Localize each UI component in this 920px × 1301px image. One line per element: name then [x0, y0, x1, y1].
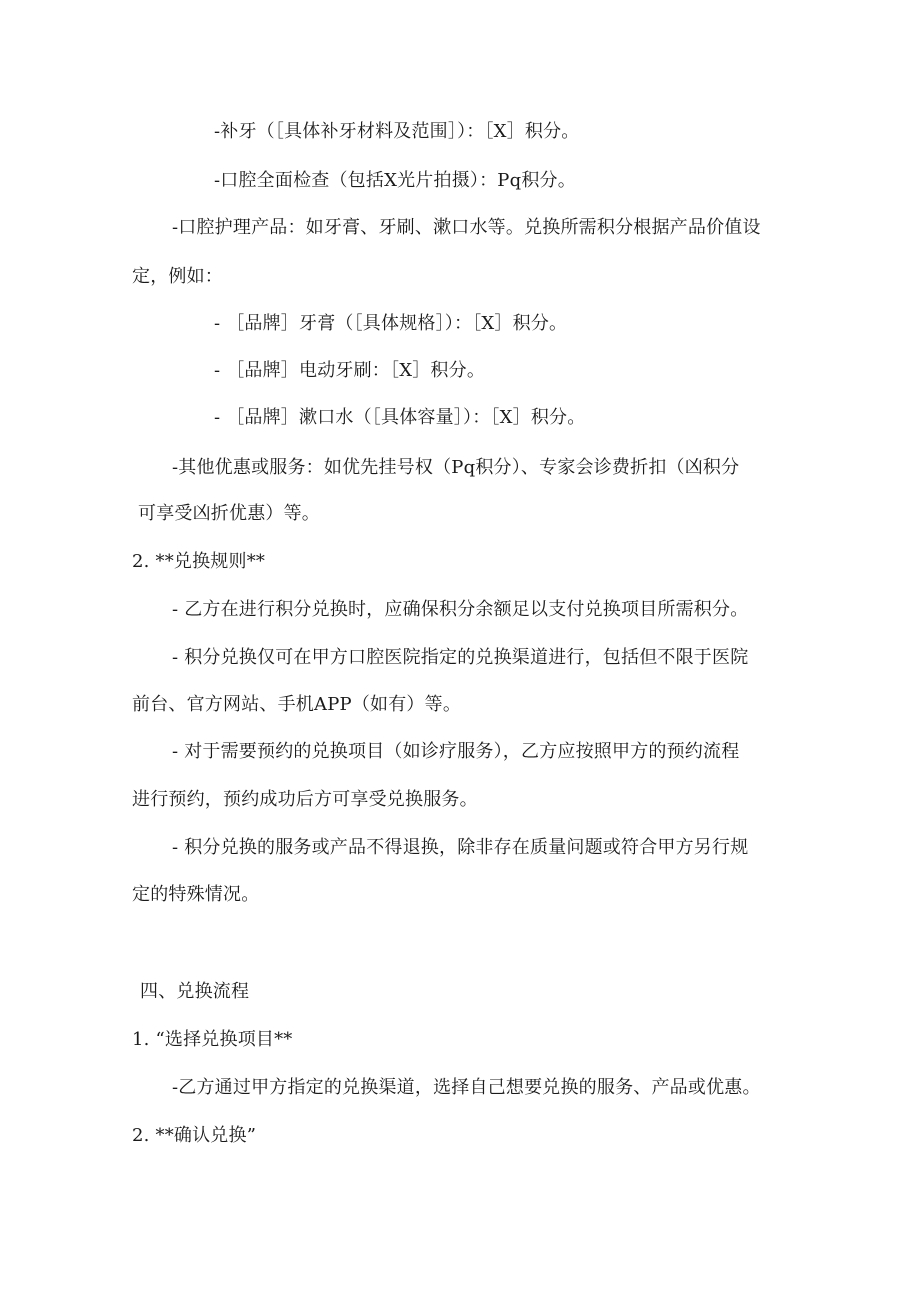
section-heading: 四、兑换流程 — [140, 981, 250, 1002]
text-line: -补牙（［具体补牙材料及范围］）：［X］积分。 — [214, 121, 580, 142]
text-line: - 对于需要预约的兑换项目（如诊疗服务），乙方应按照甲方的预约流程 — [172, 741, 740, 762]
text-line: -口腔护理产品：如牙膏、牙刷、漱口水等。兑换所需积分根据产品价值设 — [172, 217, 761, 238]
text-line: -其他优惠或服务：如优先挂号权（Pq积分）、专家会诊费折扣（凶积分 — [172, 457, 740, 478]
text-line: 可享受凶折优惠）等。 — [138, 503, 320, 524]
text-line: - ［品牌］电动牙刷：［X］积分。 — [214, 360, 486, 381]
text-line: -口腔全面检查（包括X光片拍摄）：Pq积分。 — [214, 170, 576, 191]
text-line: -乙方通过甲方指定的兑换渠道，选择自己想要兑换的服务、产品或优惠。 — [172, 1077, 761, 1098]
text-line: - ［品牌］牙膏（［具体规格］）：［X］积分。 — [214, 313, 568, 334]
step-heading: 1. “选择兑换项目** — [132, 1029, 293, 1050]
text-line: 进行预约，预约成功后方可享受兑换服务。 — [132, 789, 478, 810]
text-line: 定，例如： — [132, 266, 223, 287]
text-line: 前台、官方网站、手机APP（如有）等。 — [132, 694, 462, 715]
text-line: - 积分兑换的服务或产品不得退换，除非存在质量问题或符合甲方另行规 — [172, 837, 749, 858]
text-line: - 积分兑换仅可在甲方口腔医院指定的兑换渠道进行，包括但不限于医院 — [172, 647, 749, 668]
step-heading: 2. **确认兑换” — [132, 1125, 257, 1146]
text-line: - 乙方在进行积分兑换时，应确保积分余额足以支付兑换项目所需积分。 — [172, 599, 749, 620]
text-line: - ［品牌］漱口水（［具体容量］）：［X］积分。 — [214, 407, 586, 428]
section-heading: 2. **兑换规则** — [132, 551, 266, 572]
text-line: 定的特殊情况。 — [132, 884, 260, 905]
